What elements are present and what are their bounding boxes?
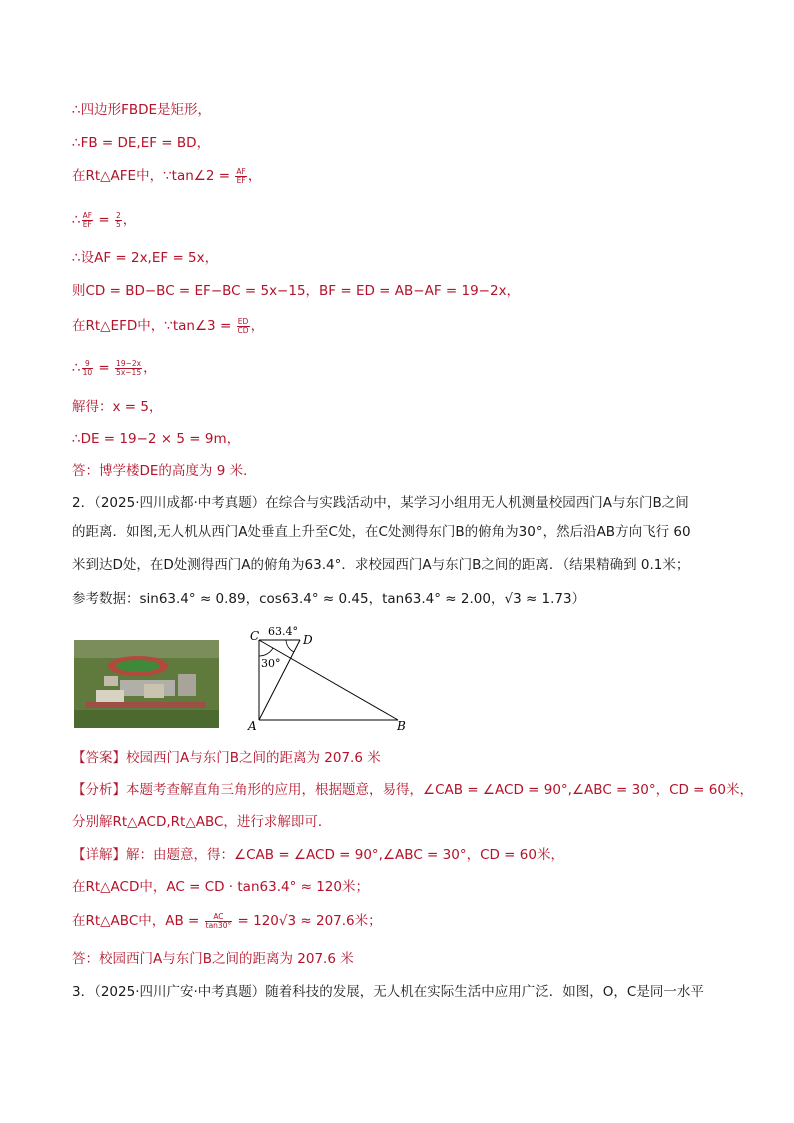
detail-line-2: 在Rt△ACD中，AC = CD · tan63.4° ≈ 120米； (72, 879, 369, 895)
final-answer-line: 答：校园西门A与东门B之间的距离为 207.6 米 (72, 951, 354, 967)
detail-line-3: 在Rt△ABC中，AB = $\frac{AC}{\tan 30^\circ}$ = 120√3 ≈ 207.6米； (72, 911, 382, 930)
solution-line-8: ∴ $\frac{9}{10}$ = $\frac{19-2x}{5x-15}$ ， (72, 358, 157, 377)
solution-line-6: 则CD = BD−BC = EF−BC = 5x−15，BF = ED = AB−AF = 19−2x， (72, 283, 521, 299)
question-3-line-1: 3．（2025·四川广安·中考真题）随着科技的发展，无人机在实际生活中应用广泛．如图，O，C是同一水平 (72, 984, 704, 1000)
label-c: C (250, 629, 260, 643)
question-2-line-1: 2．（2025·四川成都·中考真题）在综合与实践活动中，某学习小组用无人机测量校园西门A与东门B之间 (72, 495, 689, 511)
analysis-line-2: 分别解Rt△ACD,Rt△ABC，进行求解即可． (72, 814, 332, 830)
solution-line-4: ∴ $\frac{AF}{EF}$ = $\frac{2}{5}$ ， (72, 210, 137, 229)
solution-line-7: 在Rt△EFD中，∵tan∠3 = $\frac{ED}{CD}$ ， (72, 316, 265, 335)
answer-line: 【答案】校园西门A与东门B之间的距离为 207.6 米 (72, 750, 381, 766)
question-2-line-3: 米到达D处，在D处测得西门A的俯角为63.4°．求校园西门A与东门B之间的距离．（结果精确到 0.1米； (72, 557, 690, 573)
solution-line-2: ∴FB = DE,EF = BD， (72, 135, 211, 151)
label-a: A (248, 719, 257, 733)
solution-line-10: ∴DE = 19−2 × 5 = 9m， (72, 431, 241, 447)
geometry-diagram (240, 620, 420, 735)
solution-line-5: ∴设AF = 2x,EF = 5x， (72, 250, 219, 266)
analysis-line-1: 【分析】本题考查解直角三角形的应用，根据题意，易得，∠CAB = ∠ACD = 90°,∠ABC = 30°，CD = 60米， (72, 782, 753, 798)
question-2-line-4: 参考数据：sin63.4° ≈ 0.89，cos63.4° ≈ 0.45，tan63.4° ≈ 2.00，√3 ≈ 1.73） (72, 591, 586, 607)
angle-30-arc (259, 648, 273, 656)
label-b: B (397, 719, 406, 733)
angle-63-arc (286, 640, 294, 652)
solution-line-9: 解得：x = 5， (72, 399, 163, 415)
solution-line-1: ∴四边形FBDE是矩形， (72, 102, 212, 118)
solution-answer-1: 答：博学楼DE的高度为 9 米． (72, 463, 257, 479)
solution-line-3: 在Rt△AFE中，∵tan∠2 = $\frac{AF}{EF}$ ， (72, 166, 262, 185)
campus-aerial-photo (74, 640, 219, 728)
angle-top-label: 63.4° (268, 625, 298, 638)
question-2-line-2: 的距离．如图,无人机从西门A处垂直上升至C处，在C处测得东门B的俯角为30°，然后沿AB方向飞行 60 (72, 524, 691, 540)
label-d: D (303, 633, 313, 647)
detail-line-1: 【详解】解：由题意，得：∠CAB = ∠ACD = 90°,∠ABC = 30°，CD = 60米， (72, 847, 564, 863)
angle-left-label: 30° (261, 657, 281, 670)
